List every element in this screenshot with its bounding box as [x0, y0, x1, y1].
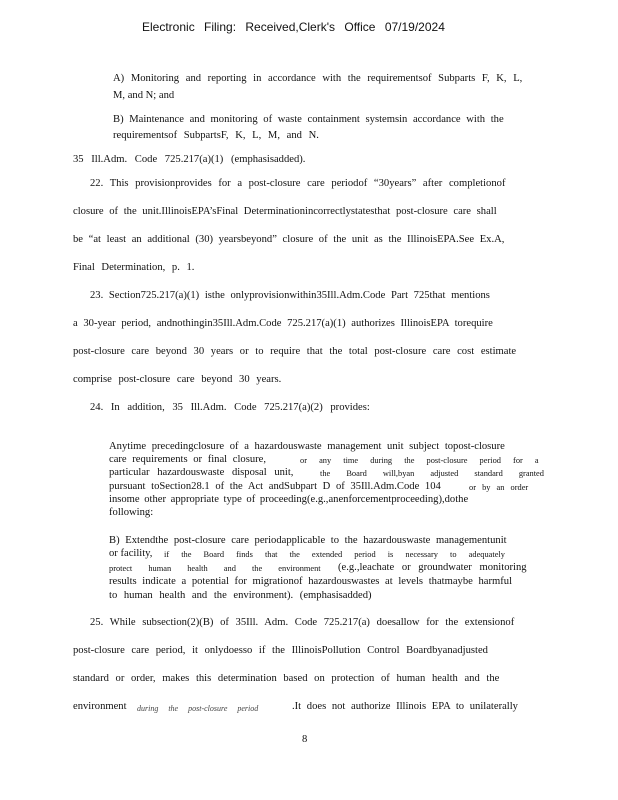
- quote-1-line-4: pursuant toSection28.1 of the Act andSubpart D of 35Ill.Adm.Code 104: [109, 481, 441, 492]
- para-23-line-1: 23. Section725.217(a)(1) isthe onlyprovisionwithin35Ill.Adm.Code Part 725that mentions: [90, 290, 490, 301]
- quote-1-line-3-small: the Board will,byan adjusted standard granted: [320, 469, 544, 478]
- list-item-a-line-1: A) Monitoring and reporting in accordance with the requirementsof Subparts F, K, L,: [113, 73, 523, 84]
- quote-1-line-2: care requirements or final closure,: [109, 454, 267, 465]
- para-22-line-3: be “at least an additional (30) yearsbeyond” closure of the unit as the IllinoisEPA.See Ex.A,: [73, 234, 505, 245]
- quote-2-line-3: (e.g.,leachate or groundwater monitoring: [338, 562, 527, 573]
- para-22-line-2: closure of the unit.IllinoisEPA’sFinal Determinationincorrectlystatesthat post-closure care shall: [73, 206, 497, 217]
- quote-2-line-2: or facility,: [109, 548, 153, 559]
- quote-1-line-2-small: or any time during the post-closure period for a: [300, 456, 539, 465]
- citation: 35 Ill.Adm. Code 725.217(a)(1) (emphasisadded).: [73, 154, 306, 165]
- para-24: 24. In addition, 35 Ill.Adm. Code 725.217(a)(2) provides:: [90, 402, 370, 413]
- para-23-line-3: post-closure care beyond 30 years or to require that the total post-closure care cost estimate: [73, 346, 517, 357]
- list-item-b-line-2: requirementsof SubpartsF, K, L, M, and N.: [113, 130, 319, 141]
- para-25-line-4-italic: during the post-closure period: [137, 704, 259, 713]
- quote-1-line-3: particular hazardouswaste disposal unit,: [109, 467, 294, 478]
- quote-2-line-4: results indicate a potential for migrationof hazardouswastes at levels thatmaybe harmful: [109, 576, 513, 587]
- quote-2-line-1: B) Extendthe post-closure care periodapplicable to the hazardouswaste managementunit: [109, 535, 507, 546]
- para-25-line-2: post-closure care period, it onlydoesso if the IllinoisPollution Control Boardbyanadjusted: [73, 645, 488, 656]
- filing-header: Electronic Filing: Received,Clerk's Office 07/19/2024: [142, 20, 445, 34]
- list-item-a-line-2: M, and N; and: [113, 90, 175, 101]
- quote-2-line-3-small: protect human health and the environment: [109, 564, 321, 573]
- para-25-line-4: environment: [73, 701, 127, 712]
- quote-1-line-4-small: or by an order: [469, 483, 529, 492]
- para-25-line-4-end: .It does not authorize Illinois EPA to unilaterally: [292, 701, 518, 712]
- quote-1-line-6: following:: [109, 507, 154, 518]
- para-22-line-4: Final Determination, p. 1.: [73, 262, 195, 273]
- quote-2-line-2-small: if the Board finds that the extended period is necessary to adequately: [164, 550, 505, 559]
- para-22-line-1: 22. This provisionprovides for a post-closure care periodof “30years” after completionof: [90, 178, 506, 189]
- quote-2-line-5: to human health and the environment). (emphasisadded): [109, 590, 372, 601]
- para-23-line-4: comprise post-closure care beyond 30 years.: [73, 374, 282, 385]
- para-23-line-2: a 30-year period, andnothingin35Ill.Adm.Code 725.217(a)(1) authorizes IllinoisEPA torequire: [73, 318, 493, 329]
- para-25-line-1: 25. While subsection(2)(B) of 35Ill. Adm. Code 725.217(a) doesallow for the extensionof: [90, 617, 515, 628]
- quote-1-line-1: Anytime precedingclosure of a hazardouswaste management unit subject topost-closure: [109, 441, 505, 452]
- quote-1-line-5: insome other appropriate type of proceeding(e.g.,anenforcementproceeding),dothe: [109, 494, 469, 505]
- list-item-b-line-1: B) Maintenance and monitoring of waste containment systemsin accordance with the: [113, 114, 504, 125]
- page-number: 8: [302, 734, 308, 745]
- para-25-line-3: standard or order, makes this determination based on protection of human health and the: [73, 673, 500, 684]
